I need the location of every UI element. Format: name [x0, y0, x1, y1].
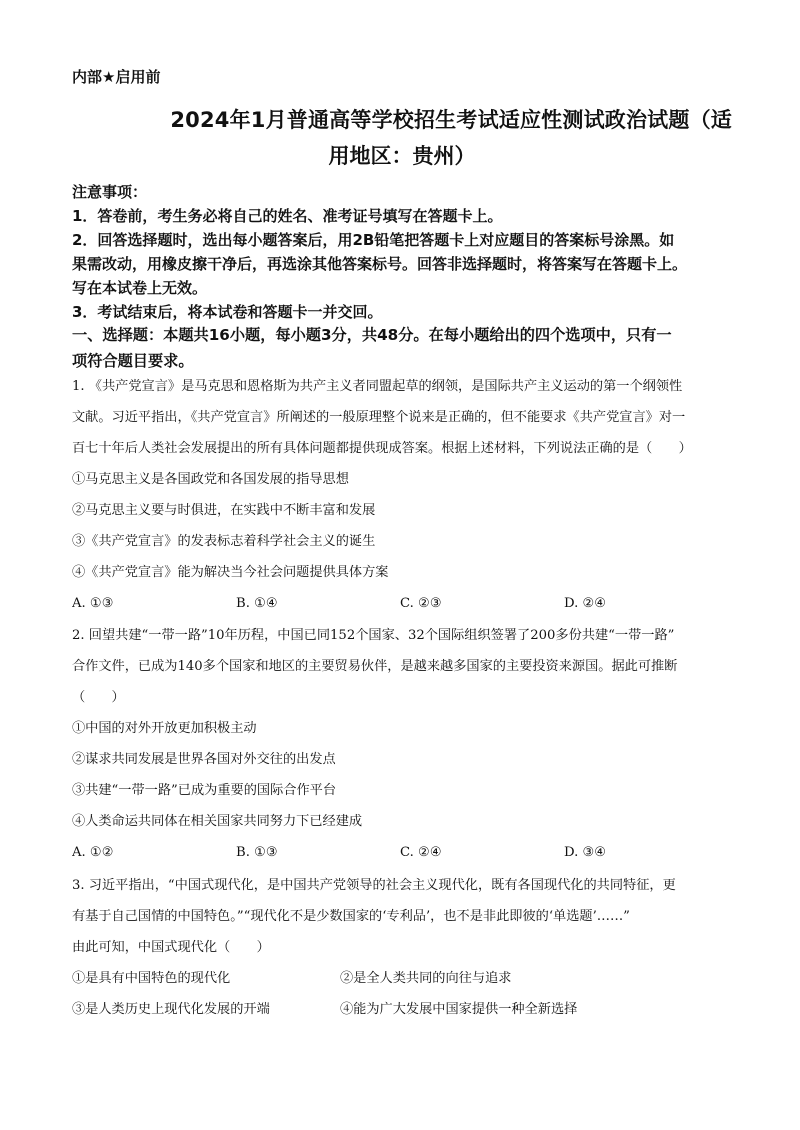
question-stem-line: 3. 习近平指出，“中国式现代化，是中国共产党领导的社会主义现代化，既有各国现代化的共同特征，更	[72, 878, 676, 893]
question-3	[72, 870, 732, 1025]
choice-d: D. ③④	[564, 845, 607, 860]
notes-heading: 注意事项：	[72, 183, 148, 201]
question-option: ④能为广大发展中国家提供一种全新选择	[340, 1002, 578, 1017]
question-stem-line: （ ）	[72, 690, 125, 705]
secret-label: 内部★启用前	[72, 68, 161, 86]
question-option: ④人类命运共同体在相关国家共同努力下已经建成	[72, 814, 363, 829]
question-option: ②是全人类共同的向往与追求	[340, 971, 512, 986]
question-stem-line: 由此可知，中国式现代化（ ）	[72, 940, 270, 955]
question-option: ③《共产党宣言》的发表标志着科学社会主义的诞生	[72, 534, 376, 549]
choice-a: A. ①②	[72, 845, 114, 860]
question-stem-line: 合作文件，已成为140多个国家和地区的主要贸易伙伴，是越来越多国家的主要投资来源国。据此可推断	[72, 659, 678, 674]
notes-item: 果需改动，用橡皮擦干净后，再选涂其他答案标号。回答非选择题时，将答案写在答题卡上。	[72, 255, 688, 273]
question-stem-line: 1. 《共产党宣言》是马克思和恩格斯为共产主义者同盟起草的纲领，是国际共产主义运动的第一个纲领性	[72, 379, 683, 394]
choice-a: A. ①③	[72, 596, 114, 611]
notes-item: 3．考试结束后，将本试卷和答题卡一并交回。	[72, 303, 383, 321]
question-option: ③是人类历史上现代化发展的开端	[72, 1002, 270, 1017]
notes-item: 写在本试卷上无效。	[72, 279, 208, 297]
section-heading	[72, 322, 734, 374]
choice-c: C. ②④	[400, 845, 442, 860]
exam-title-line2: 用地区：贵州）	[328, 144, 476, 168]
notes-item: 1．答卷前，考生务必将自己的姓名、准考证号填写在答题卡上。	[72, 207, 503, 225]
answer-choices	[72, 588, 732, 619]
question-stem-line: 2. 回望共建“一带一路”10年历程，中国已同152个国家、32个国际组织签署了200多份共建“一带一路”	[72, 628, 675, 643]
question-option: ①中国的对外开放更加积极主动	[72, 721, 257, 736]
question-option: ②谋求共同发展是世界各国对外交往的出发点	[72, 752, 336, 767]
question-stem-line: 文献。习近平指出，《共产党宣言》所阐述的一般原理整个说来是正确的，但不能要求《共产党宣言》对一	[72, 410, 686, 425]
notes-item: 2．回答选择题时，选出每小题答案后，用2B铅笔把答题卡上对应题目的答案标号涂黑。如	[72, 231, 675, 249]
option-row	[72, 963, 732, 994]
choice-b: B. ①③	[236, 845, 278, 860]
notes-block	[72, 180, 734, 324]
choice-c: C. ②③	[400, 596, 442, 611]
question-option: ①是具有中国特色的现代化	[72, 971, 231, 986]
question-option: ③共建“一带一路”已成为重要的国际合作平台	[72, 783, 337, 798]
exam-title-line1: 2024年1月普通高等学校招生考试适应性测试政治试题（适	[170, 108, 732, 132]
question-2	[72, 620, 732, 868]
question-stem-line: 百七十年后人类社会发展提出的所有具体问题都提供现成答案。根据上述材料，下列说法正确的是（ ）	[72, 441, 692, 456]
choice-b: B. ①④	[236, 596, 278, 611]
section-heading-line2: 项符合题目要求。	[72, 352, 194, 370]
question-1	[72, 371, 732, 619]
question-option: ②马克思主义要与时俱进，在实践中不断丰富和发展	[72, 503, 376, 518]
question-option: ④《共产党宣言》能为解决当今社会问题提供具体方案	[72, 565, 389, 580]
question-stem-line: 有基于自己国情的中国特色。”“现代化不是少数国家的‘专利品’，也不是非此即彼的‘单选题’……”	[72, 909, 630, 924]
section-heading-line1: 一、选择题：本题共16小题，每小题3分，共48分。在每小题给出的四个选项中，只有一	[72, 326, 672, 344]
answer-choices	[72, 837, 732, 868]
option-row	[72, 994, 732, 1025]
choice-d: D. ②④	[564, 596, 607, 611]
question-option: ①马克思主义是各国政党和各国发展的指导思想	[72, 472, 349, 487]
